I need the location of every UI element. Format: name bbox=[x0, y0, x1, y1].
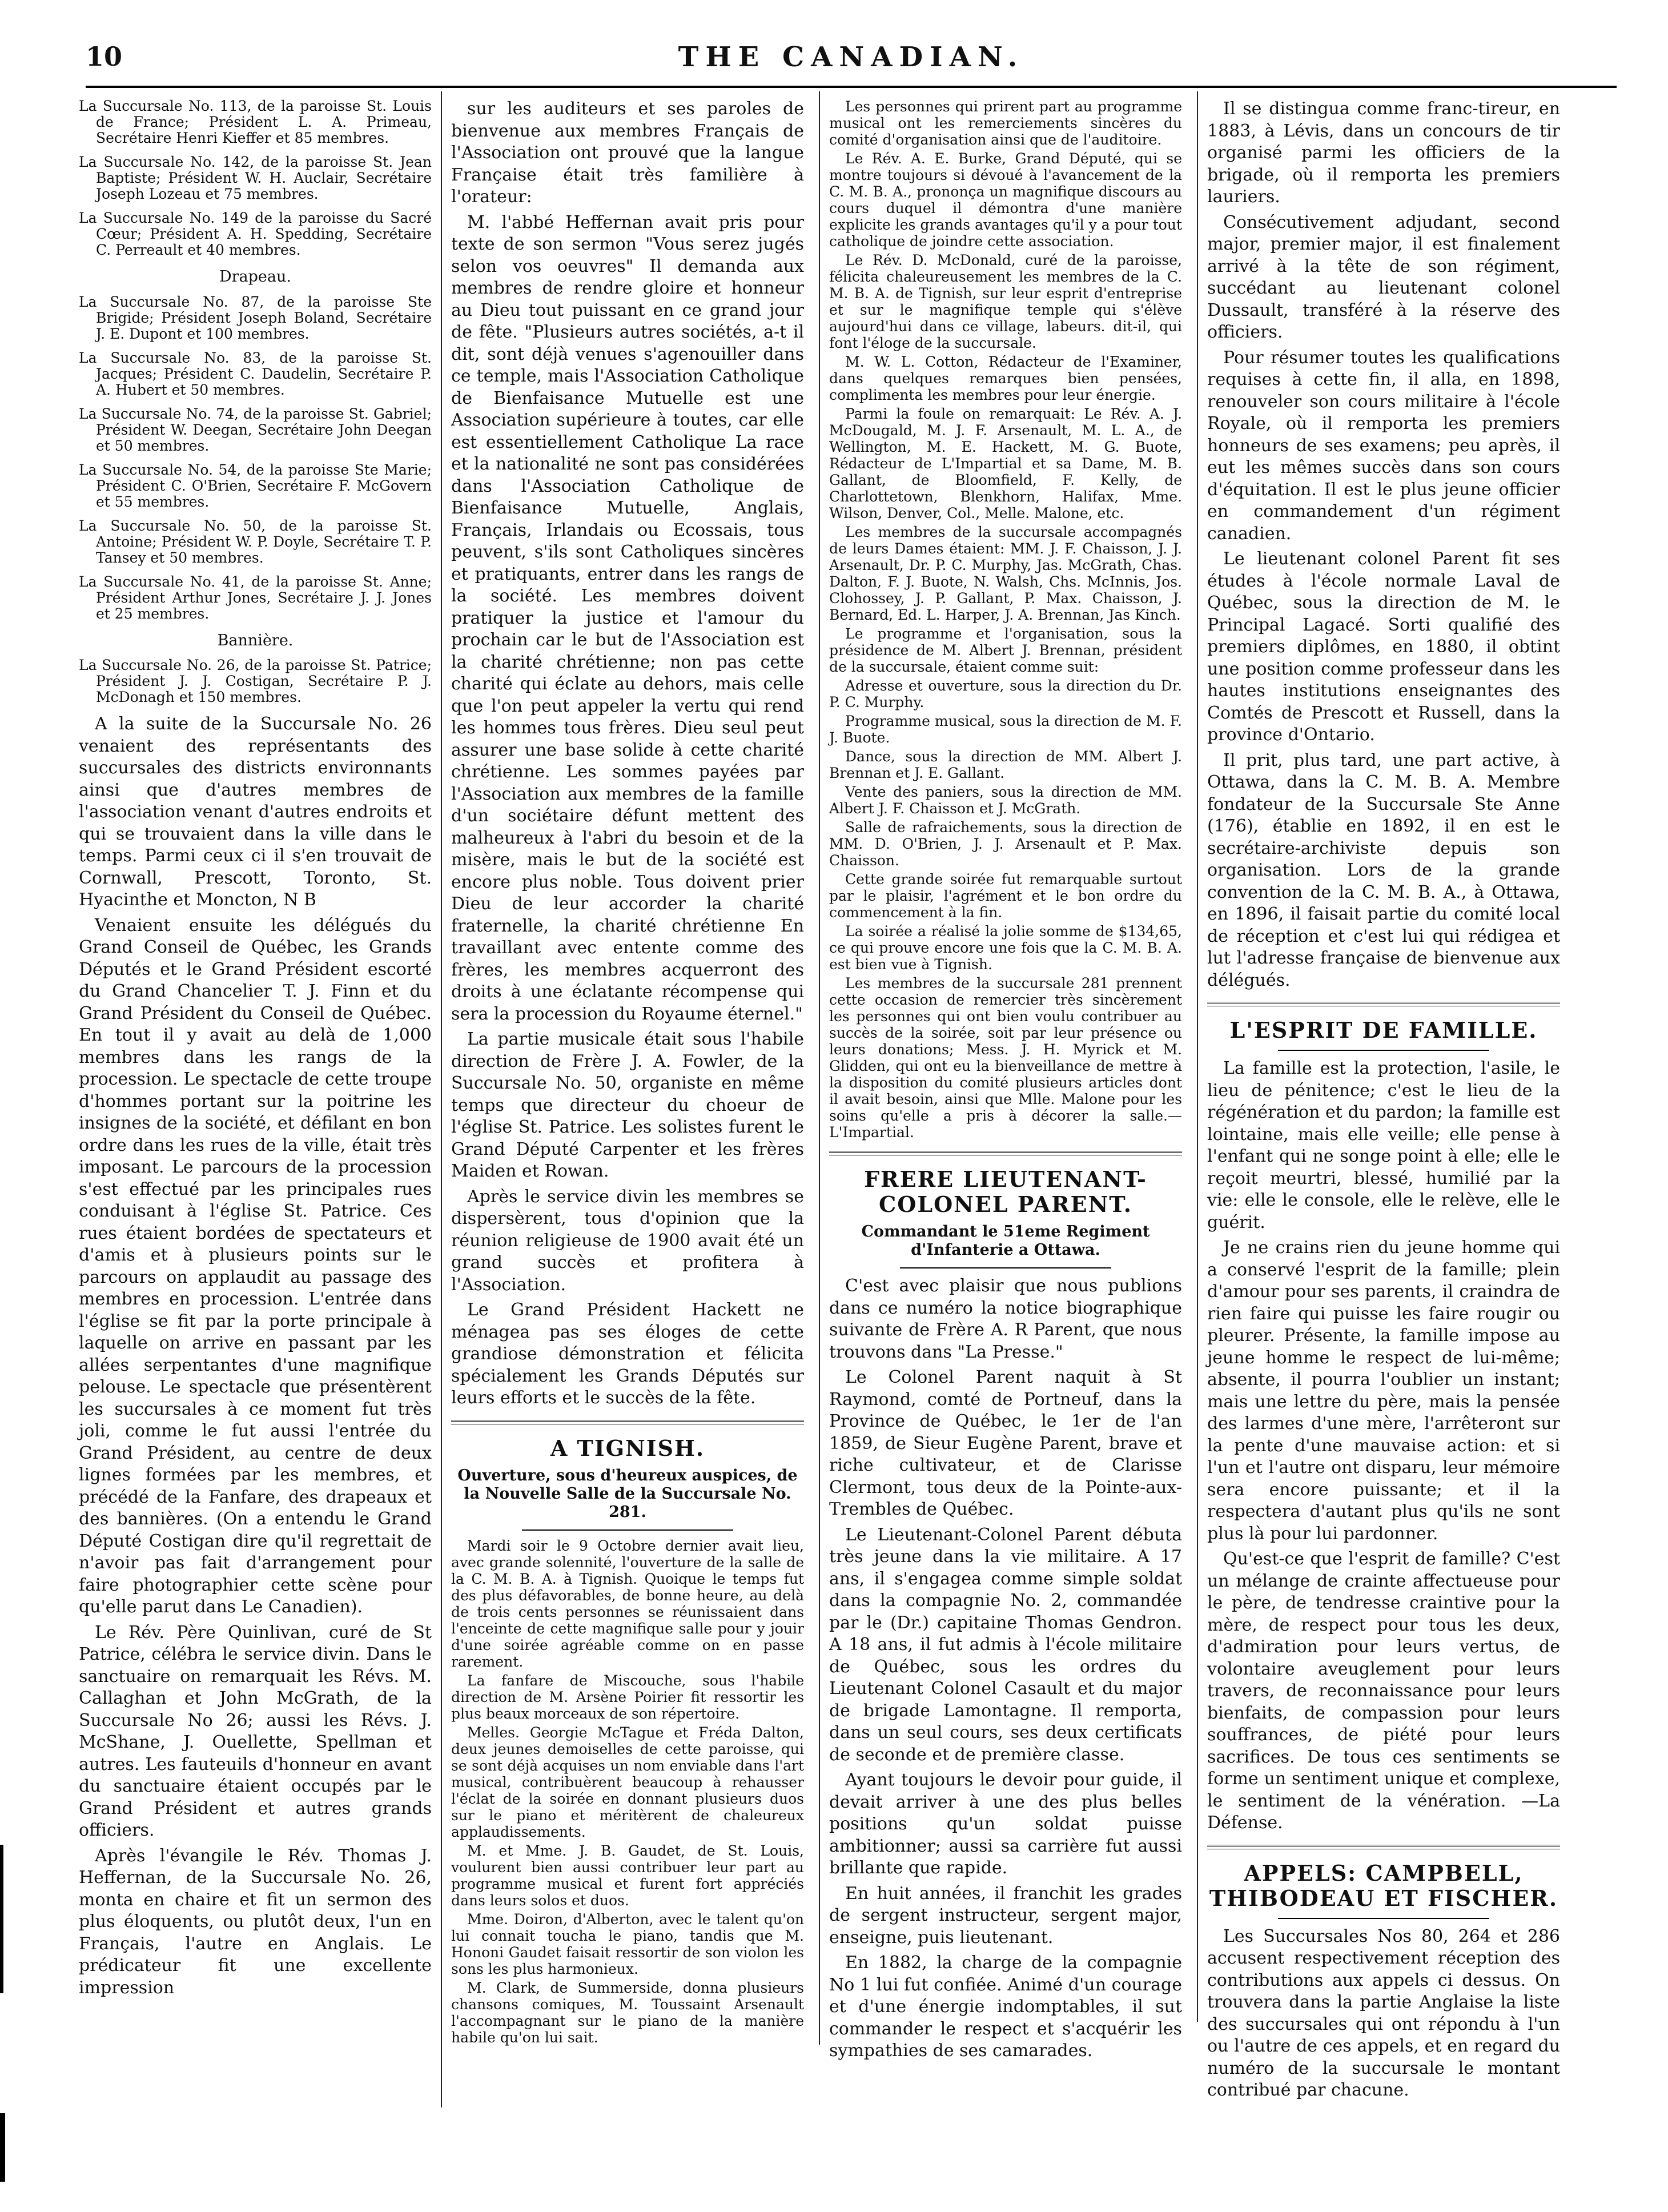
short-rule bbox=[900, 1267, 1112, 1268]
article-paragraph: Ayant toujours le devoir pour guide, il devait arriver à une des plus belles positions qu'un soldat puisse ambitionner; aussi sa carrière fut aussi brillante que rapide. bbox=[829, 1770, 1182, 1878]
article-paragraph: Les membres de la succursale 281 prennent cette occasion de remercier très sincèrement les personnes qui ont bien voulu contribuer au succès de la soirée, soit par leur présence ou leurs donations; Mess. J. H. Myrick et M. Glidden, qui ont eu la bienveillance de mettre à la disposition du comité plusieurs articles dont il avait besoin, ainsi que Mlle. Malone pour les soins qu'elle a pris à décorer la salle.—L'Impartial. bbox=[829, 975, 1182, 1141]
short-rule bbox=[522, 1529, 734, 1531]
article-paragraph: Mme. Doiron, d'Alberton, avec le talent qu'on lui connait toucha le piano, tandis que M. Hononi Gaudet faisait ressortir de son violon les sons les plus harmonieux. bbox=[451, 1910, 804, 1977]
subheading-banniere: Bannière. bbox=[217, 631, 294, 649]
article-paragraph: Le programme et l'organisation, sous la présidence de M. Albert J. Brennan, président de la succursale, étaient comme suit: bbox=[829, 625, 1182, 675]
section-divider bbox=[451, 1420, 804, 1424]
article-paragraph: Le Grand Président Hackett ne ménagea pas ses éloges de cette grandiose démonstration et félicita spécialement les Grands Députés sur leurs efforts et le succès de la fête. bbox=[451, 1300, 804, 1408]
article-paragraph: La soirée a réalisé la jolie somme de $134,65, ce qui prouve encore une fois que la C. M. B. A. est bien vue à Tignish. bbox=[829, 923, 1182, 973]
article-paragraph: Le Lieutenant-Colonel Parent débuta très jeune dans la vie militaire. A 17 ans, il s'engagea comme simple soldat dans la compagnie No. 2, commandée par le (Dr.) capitaine Thomas Gendron. A 18 ans, il fut admis à l'école militaire de Québec, sous les ordres du Lieutenant Colonel Casault et du major de brigade Lamontagne. Il remporta, dans un seul cours, ses deux certificats de seconde et de première classe. bbox=[829, 1524, 1182, 1765]
article-paragraph: Après le service divin les membres se dispersèrent, tous d'opinion que la réunion religieuse de 1900 avait été un grand succès et profitera à l'Association. bbox=[451, 1186, 804, 1295]
article-paragraph: Je ne crains rien du jeune homme qui a conservé l'esprit de la famille; plein d'amour pour ses parents, il craindra de rien faire qui puisse les faire rougir ou pleurer. Présente, la famille impose au jeune homme le respect de lui-même; absente, il pourra l'oublier un instant; mais une lettre du père, mais la pensée des larmes d'une mère, l'arrêteront sur la pente d'une mauvaise action: et si l'un et l'autre ont disparu, leur mémoire sera encore puissante; et il la respectera d'autant plus qu'ils ne sont plus là pour lui pardonner. bbox=[1207, 1238, 1560, 1544]
article-paragraph: Les Succursales Nos 80, 264 et 286 accusent respectivement réception des contributions aux appels ci dessus. On trouvera dans la partie Anglaise la liste des succursales qui ont répondu à l'un ou l'autre de ces appels, et en regard du numéro de la succursale le montant contribué par chacune. bbox=[1207, 1926, 1560, 2100]
article-paragraph: En huit années, il franchit les grades de sergent instructeur, sergent major, enseigne, puis lieutenant. bbox=[829, 1883, 1182, 1948]
branch-entry: La Succursale No. 87, de la paroisse Ste Brigide; Président Joseph Boland, Secrétaire J. E. Dupont et 100 membres. bbox=[79, 293, 432, 342]
article-paragraph: Le Rév. A. E. Burke, Grand Député, qui se montre toujours si dévoué à l'avancement de la C. M. B. A., prononça un magnifique discours au cours duquel il démontra d'une manière explicite les grands avantages qu'il y a pour tout catholique de joindre cette association. bbox=[829, 150, 1182, 250]
branch-entry: La Succursale No. 50, de la paroisse St. Antoine; Président W. P. Doyle, Secrétaire T. P. Tansey et 50 membres. bbox=[79, 517, 432, 566]
section-divider bbox=[1207, 1845, 1560, 1849]
article-paragraph: Il prit, plus tard, une part active, à Ottawa, dans la C. M. B. A. Membre fondateur de la Succursale Ste Anne (176), établie en 1892, il en est le secrétaire-archiviste depuis son organisation. Lors de la grande convention de la C. M. B. A., à Ottawa, en 1896, il faisait partie du comité local de réception et c'est lui qui rédigea et lut l'adresse française de bienvenue aux délégués. bbox=[1207, 750, 1560, 990]
scan-artifact bbox=[0, 2113, 5, 2182]
branch-entry: La Succursale No. 26, de la paroisse St. Patrice; Président J. J. Costigan, Secrétaire P. J. McDonagh et 150 membres. bbox=[79, 657, 432, 705]
branch-entry: La Succursale No. 149 de la paroisse du Sacré Cœur; Président A. H. Spedding, Secrétaire C. Perreault et 40 membres. bbox=[79, 210, 432, 258]
short-rule bbox=[1278, 1050, 1490, 1051]
branch-entry: La Succursale No. 41, de la paroisse St. Anne; Président Arthur Jones, Secrétaire J. J. Jones et 25 membres. bbox=[79, 573, 432, 622]
article-paragraph: M. et Mme. J. B. Gaudet, de St. Louis, voulurent bien aussi contribuer leur part au programme musical et furent fort appréciés dans leurs solos et duos. bbox=[451, 1842, 804, 1909]
article-paragraph: A la suite de la Succursale No. 26 venaient des représentants des succursales des districts environnants ainsi que d'autres membres de l'association venant d'autres endroits et qui se trouvaient dans la ville dans le temps. Parmi ceux ci il s'en trouvait de Cornwall, Prescott, Toronto, St. Hyacinthe et Moncton, N B bbox=[79, 714, 432, 910]
masthead-title: THE CANADIAN. bbox=[678, 41, 1024, 73]
column-3 bbox=[829, 98, 1182, 2074]
column-divider bbox=[819, 91, 820, 2045]
parent-title: FRERE LIEUTENANT-COLONEL PARENT. bbox=[864, 1166, 1147, 1217]
tignish-article bbox=[451, 1537, 804, 2046]
article-paragraph: Vente des paniers, sous la direction de MM. Albert J. F. Chaisson et J. McGrath. bbox=[829, 784, 1182, 817]
article-paragraph: Pour résumer toutes les qualifications requises à cette fin, il alla, en 1898, renouveler son cours militaire à l'école Royale, où il remporta les premiers honneurs de ses examens; peu après, il eut les mêmes succès dans son cours d'équitation. Il est le plus jeune officier en commandement d'un régiment canadien. bbox=[1207, 347, 1560, 544]
article-paragraph: Cette grande soirée fut remarquable surtout par le plaisir, l'agrément et le bon ordre du commencement à la fin. bbox=[829, 871, 1182, 921]
article-paragraph: sur les auditeurs et ses paroles de bienvenue aux membres Français de l'Association ont prouvé que la langue Française était très familière à l'orateur: bbox=[451, 99, 804, 207]
article-paragraph: M. W. L. Cotton, Rédacteur de l'Examiner, dans quelques remarques bien pensées, complimenta les membres pour leur énergie. bbox=[829, 354, 1182, 403]
column-divider bbox=[1197, 91, 1198, 2022]
article-paragraph: C'est avec plaisir que nous publions dans ce numéro la notice biographique suivante de Frère A. R Parent, que nous trouvons dans "La Presse." bbox=[829, 1276, 1182, 1362]
branch-entry: La Succursale No. 54, de la paroisse Ste Marie; Président C. O'Brien, Secrétaire F. McGovern et 55 membres. bbox=[79, 461, 432, 510]
article-paragraph: Consécutivement adjudant, second major, premier major, il est finalement arrivé à la tête de son régiment, succédant au lieutenant colonel Dussault, transféré à la réserve des officiers. bbox=[1207, 212, 1560, 342]
article-paragraph: Melles. Georgie McTague et Fréda Dalton, deux jeunes demoiselles de cette paroisse, qui se sont déjà acquises un nom enviable dans l'art musical, contribuèrent beaucoup à rehausser l'éclat de la soirée en donnant plusieurs duos sur le piano et méritèrent de chaleureux applaudissements. bbox=[451, 1724, 804, 1840]
header-rule bbox=[86, 86, 1617, 88]
scan-artifact bbox=[0, 1845, 3, 1993]
article-paragraph: Le lieutenant colonel Parent fit ses études à l'école normale Laval de Québec, sous la direction de M. le Principal Lagacé. Sorti qualifié des premiers diplômes, en 1880, il obtint une position comme professeur dans les hautes institutions enseignantes des Comtés de Prescott et Russell, dans la province d'Ontario. bbox=[1207, 549, 1560, 745]
tignish-subtitle: Ouverture, sous d'heureux auspices, de la Nouvelle Salle de la Succursale No. 281. bbox=[457, 1466, 798, 1521]
branch-entry: La Succursale No. 83, de la paroisse St. Jacques; Président C. Daudelin, Secrétaire P. A. Hubert et 50 membres. bbox=[79, 349, 432, 398]
article-paragraph: Les personnes qui prirent part au programme musical ont les remerciements sincères du comité d'organisation ainsi que de l'auditoire. bbox=[829, 98, 1182, 148]
short-rule bbox=[1278, 1918, 1490, 1919]
article-paragraph: Qu'est-ce que l'esprit de famille? C'est un mélange de crainte affectueuse pour le père, de tendresse craintive pour la mère, de respect pour tous les deux, d'admiration pour leurs vertus, de volontaire aveuglement pour leurs travers, de reconnaissance pour leurs bienfaits, de compassion pour leurs souffrances, de piété pour leurs sacrifices. De tous ces sentiments se forme un sentiment unique et complexe, le sentiment de la vénération. —La Défense. bbox=[1207, 1549, 1560, 1833]
section-divider bbox=[829, 1151, 1182, 1155]
tignish-article-continued bbox=[829, 98, 1182, 1141]
article-paragraph: Les membres de la succursale accompagnés de leurs Dames étaient: MM. J. F. Chaisson, J. J. Arsenault, Dr. P. C. Murphy, Jas. McGrath, Chas. Dalton, F. J. Buote, N. Walsh, Chs. McInnis, Jos. Clohossey, J. P. Gallant, P. Max. Chaisson, J. Bernard, Ed. L. Harper, J. A. Brennan, Jas Kinch. bbox=[829, 524, 1182, 623]
parent-subtitle: Commandant le 51eme Regiment d'Infanterie a Ottawa. bbox=[861, 1223, 1150, 1259]
article-paragraph: Parmi la foule on remarquait: Le Rév. A. J. McDougald, M. J. F. Arsenault, M. L. A., de Wellington, M. E. Hackett, M. G. Buote, Rédacteur de L'Impartial et sa Dame, M. B. Gallant, de Bloomfield, F. Kelly, de Charlottetown, Blenkhorn, Halifax, Mme. Wilson, Denver, Col., Melle. Malone, etc. bbox=[829, 406, 1182, 521]
famille-title: L'ESPRIT DE FAMILLE. bbox=[1229, 1017, 1538, 1043]
article-paragraph: Mardi soir le 9 Octobre dernier avait lieu, avec grande solennité, l'ouverture de la salle de la C. M. B. A. à Tignish. Quoique le temps fut des plus défavorables, de bonne heure, au delà de trois cents personnes se réunissaient dans l'enceinte de cette magnifique salle pour y jouir d'une soirée agréable comme on en passe rarement. bbox=[451, 1537, 804, 1670]
column-divider bbox=[441, 91, 442, 2107]
column-4 bbox=[1207, 98, 1560, 2100]
article-paragraph: Le Rév. Père Quinlivan, curé de St Patrice, célébra le service divin. Dans le sanctuaire on remarquait les Révs. M. Callaghan et John McGrath, de la Succursale No 26; aussi les Révs. J. McShane, J. Ouellette, Spellman et autres. Les fauteuils d'honneur en avant du sanctuaire étaient occupés par le Grand Président et autres grands officiers. bbox=[79, 1622, 432, 1840]
section-divider bbox=[1207, 1002, 1560, 1006]
article-paragraph: Après l'évangile le Rév. Thomas J. Heffernan, de la Succursale No. 26, monta en chaire et fit un sermon des plus éloquents, ou plutôt deux, l'un en Français, l'autre en Anglais. Le prédicateur fit une excellente impression bbox=[79, 1845, 432, 1998]
article-paragraph: Il se distingua comme franc-tireur, en 1883, à Lévis, dans un concours de tir organisé parmi les officiers de la brigade, où il remporta les premiers lauriers. bbox=[1207, 99, 1560, 207]
article-paragraph: Salle de rafraichements, sous la direction de MM. D. O'Brien, J. J. Arsenault et P. Max. Chaisson. bbox=[829, 819, 1182, 869]
branch-entry: La Succursale No. 74, de la paroisse St. Gabriel; Président W. Deegan, Secrétaire John Deegan et 50 membres. bbox=[79, 405, 432, 454]
page-number: 10 bbox=[86, 41, 123, 72]
article-paragraph: Le Colonel Parent naquit à St Raymond, comté de Portneuf, dans la Province de Québec, le 1er de l'an 1859, de Sieur Eugène Parent, brave et riche cultivateur, et de Clarisse Clermont, tous deux de la Pointe-aux-Trembles de Québec. bbox=[829, 1367, 1182, 1519]
article-paragraph: La famille est la protection, l'asile, le lieu de pénitence; c'est le lieu de la régénération et du pardon; la famille est lointaine, mais elle veille; elle pense à l'enfant qui ne songe point à elle; elle le reçoit meurtri, blessé, humilié par la vie: elle le console, elle le relève, elle le guérit. bbox=[1207, 1058, 1560, 1233]
article-paragraph: M. Clark, de Summerside, donna plusieurs chansons comiques, M. Toussaint Arsenault l'accompagnant sur le piano de la manière habile qu'on lui sait. bbox=[451, 1979, 804, 2046]
branch-entry: La Succursale No. 142, de la paroisse St. Jean Baptiste; Président W. H. Auclair, Secrétaire Joseph Lozeau et 75 membres. bbox=[79, 154, 432, 202]
article-paragraph: Adresse et ouverture, sous la direction du Dr. P. C. Murphy. bbox=[829, 677, 1182, 710]
article-paragraph: En 1882, la charge de la compagnie No 1 lui fut confiée. Animé d'un courage et d'une énergie indomptables, il sut commander le respect et s'acquérir les sympathies de ses camarades. bbox=[829, 1953, 1182, 2061]
column-1 bbox=[79, 98, 432, 2177]
article-paragraph: Venaient ensuite les délégués du Grand Conseil de Québec, les Grands Députés et le Grand Président escorté du Grand Chancelier T. J. Finn et du Grand Président du Conseil de Québec. En tout il y avait au delà de 1,000 membres dans les rangs de la procession. Le spectacle de cette troupe d'hommes portant sur la poitrine les insignes de la société, et défilant en bon ordre dans les rues de la ville, était très imposant. Le parcours de la procession s'est effectué par les principales rues conduisant à l'église St. Patrice. Ces rues étaient bordées de spectateurs et d'amis et à plusieurs points sur le parcours on applaudit au passage des membres en procession. L'entrée dans l'église se fit par la porte principale à laquelle on arrive en passant par les allées serpentantes d'une magnifique pelouse. Le spectacle que présentèrent les succursales à ce moment fut très joli, comme le fut aussi l'entrée du Grand Président, au centre de deux lignes formées par les membres, et précédé de la Fanfare, des drapeaux et des bannières. (On a entendu le Grand Député Costigan dire qu'il regrettait de n'avoir pas fait d'arrangement pour faire photographier cette scène pour qu'elle parut dans Le Canadien). bbox=[79, 915, 432, 1617]
article-paragraph: Dance, sous la direction de MM. Albert J. Brennan et J. E. Gallant. bbox=[829, 748, 1182, 781]
article-paragraph: La partie musicale était sous l'habile direction de Frère J. A. Fowler, de la Succursale No. 50, organiste en même temps que directeur du choeur de l'église St. Patrice. Les solistes furent le Grand Député Carpenter et les frères Maiden et Rowan. bbox=[451, 1029, 804, 1181]
appels-title: APPELS: CAMPBELL, THIBODEAU ET FISCHER. bbox=[1209, 1860, 1558, 1911]
page-header bbox=[86, 41, 1617, 81]
branch-entry: La Succursale No. 113, de la paroisse St. Louis de France; Président L. A. Primeau, Secrétaire Henri Kieffer et 85 membres. bbox=[79, 98, 432, 146]
article-paragraph: Le Rév. D. McDonald, curé de la paroisse, félicita chaleureusement les membres de la C. M. B. A. de Tignish, sur leur esprit d'entreprise et sur le magnifique temple qui s'élève aujourd'hui dans ce village, labeurs. dit-il, qui font l'éloge de la succursale. bbox=[829, 252, 1182, 351]
article-paragraph: M. l'abbé Heffernan avait pris pour texte de son sermon "Vous serez jugés selon vos oeuvres" Il demanda aux membres de rendre gloire et honneur au Dieu tout puissant en ce grand jour de fête. "Plusieurs autres sociétés, a-t il dit, sont déjà venues s'agenouiller dans ce temple, mais l'Association Catholique de Bienfaisance Mutuelle est une Association supérieure à toutes, car elle est essentiellement Catholique La race et la nationalité ne sont pas considérées dans l'Association Catholique de Bienfaisance Mutuelle, Anglais, Français, Irlandais ou Ecossais, tous peuvent, s'ils sont Catholiques sincères et pratiquants, entrer dans les rangs de la société. Les membres doivent pratiquer la justice et l'amour du prochain car le but de l'Association est la charité chrétienne; non pas cette charité qui éclate au dehors, mais celle que l'on peut appeler la vertu qui rend les hommes tous frères. Dieu seul peut assurer une base solide à cette charité chrétienne. Les sommes payées par l'Association aux membres de la famille d'un sociétaire défunt mettent des malheureux à l'abri du besoin et de la misère, mais le but de la société est encore plus noble. Tous doivent prier Dieu de leur accorder la charité fraternelle, la charité chrétienne En travaillant avec entente comme des frères, les membres acquerront des droits à une éclatante récompense qui sera la procession du Royaume éternel." bbox=[451, 212, 804, 1024]
tignish-title: A TIGNISH. bbox=[550, 1435, 705, 1461]
column-2 bbox=[451, 98, 804, 2046]
subheading-drapeau: Drapeau. bbox=[219, 268, 291, 286]
article-paragraph: Programme musical, sous la direction de M. F. J. Buote. bbox=[829, 713, 1182, 746]
article-paragraph: La fanfare de Miscouche, sous l'habile direction de M. Arsène Poirier fit ressortir les plus beaux morceaux de son répertoire. bbox=[451, 1672, 804, 1722]
